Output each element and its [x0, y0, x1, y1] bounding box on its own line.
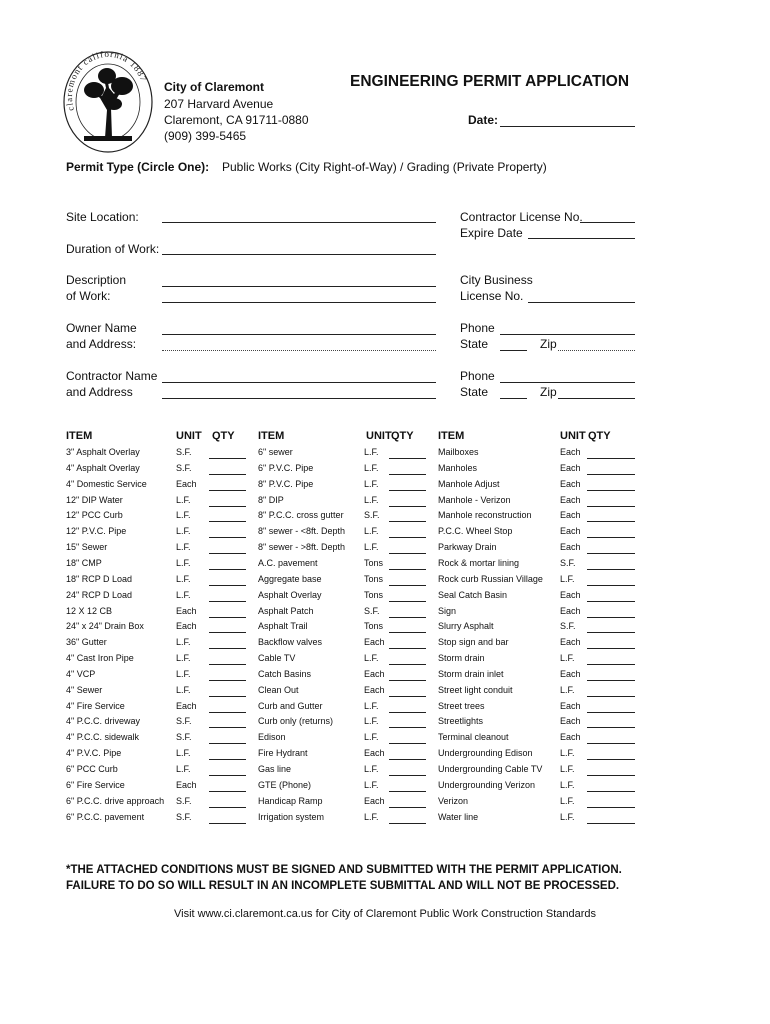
qty-field[interactable] [389, 759, 426, 760]
item-unit: Tons [364, 621, 384, 632]
item-name: Handicap Ramp [258, 795, 323, 806]
item-unit: Each [560, 589, 581, 600]
item-unit: Each [176, 621, 197, 632]
contractor-label-2: and Address [66, 385, 133, 399]
table-row [0, 574, 770, 590]
duration-label: Duration of Work: [66, 242, 160, 256]
qty-field[interactable] [389, 553, 426, 554]
qty-field[interactable] [389, 537, 426, 538]
item-name: 8" sewer - <8ft. Depth [258, 526, 345, 537]
item-name: P.C.C. Wheel Stop [438, 526, 513, 537]
contractor-state-label: State [460, 385, 489, 399]
qty-field[interactable] [587, 823, 635, 824]
col2-unit-header: UNIT [366, 430, 392, 442]
item-name: GTE (Phone) [258, 779, 312, 790]
city-business-label-2: License No. [460, 289, 524, 303]
city-address-line2: Claremont, CA 91711-0880 [164, 113, 309, 127]
qty-field[interactable] [209, 712, 246, 713]
item-unit: Each [560, 478, 581, 489]
table-row [0, 526, 770, 542]
qty-field[interactable] [587, 553, 635, 554]
item-name: 15" Sewer [66, 542, 108, 553]
qty-field[interactable] [389, 807, 426, 808]
qty-field[interactable] [587, 648, 635, 649]
qty-field[interactable] [587, 458, 635, 459]
item-unit: Each [560, 494, 581, 505]
item-name: 24" x 24" Drain Box [66, 621, 144, 632]
item-name: Asphalt Overlay [258, 589, 322, 600]
qty-field[interactable] [209, 506, 246, 507]
item-unit: Each [560, 716, 581, 727]
item-unit: S.F. [176, 732, 192, 743]
qty-field[interactable] [587, 791, 635, 792]
item-unit: L.F. [560, 684, 575, 695]
qty-field[interactable] [389, 601, 426, 602]
item-name: Seal Catch Basin [438, 589, 508, 600]
qty-field[interactable] [587, 759, 635, 760]
item-unit: Each [560, 668, 581, 679]
item-name: Mailboxes [438, 447, 479, 457]
qty-field[interactable] [587, 537, 635, 538]
contractor-zip-field[interactable] [558, 398, 635, 399]
qty-field[interactable] [587, 680, 635, 681]
item-unit: Each [176, 605, 197, 616]
item-unit: L.F. [364, 716, 379, 727]
contractor-label-1: Contractor Name [66, 369, 158, 383]
item-unit: Each [176, 700, 197, 711]
qty-field[interactable] [389, 617, 426, 618]
owner-state-field[interactable] [500, 350, 527, 351]
item-name: 18" RCP D Load [66, 573, 133, 584]
item-unit: S.F. [560, 621, 576, 632]
item-unit: L.F. [364, 478, 379, 489]
item-unit: L.F. [364, 526, 379, 537]
item-name: Undergrounding Edison [438, 748, 533, 759]
table-row [0, 669, 770, 685]
table-row [0, 796, 770, 812]
qty-field[interactable] [209, 537, 246, 538]
item-unit: L.F. [560, 573, 575, 584]
item-unit: Each [560, 526, 581, 537]
item-name: Gas line [258, 764, 292, 774]
table-row [0, 748, 770, 764]
item-unit: Each [364, 637, 385, 648]
item-name: 24" RCP D Load [66, 589, 133, 600]
qty-field[interactable] [389, 791, 426, 792]
contractor-zip-label: Zip [540, 385, 557, 399]
item-unit: Each [560, 700, 581, 711]
qty-field[interactable] [209, 474, 246, 475]
item-name: 4" P.C.C. driveway [66, 716, 141, 727]
qty-field[interactable] [209, 458, 246, 459]
item-name: 4" P.V.C. Pipe [66, 748, 122, 759]
item-unit: S.F. [176, 811, 192, 822]
table-row [0, 653, 770, 669]
item-unit: L.F. [176, 653, 191, 664]
item-unit: Each [560, 447, 581, 457]
item-name: A.C. pavement [258, 557, 318, 568]
item-unit: Each [560, 542, 581, 553]
owner-zip-field[interactable] [558, 350, 635, 351]
qty-field[interactable] [587, 601, 635, 602]
item-name: Aggregate base [258, 573, 322, 584]
item-unit: L.F. [560, 764, 575, 774]
item-unit: Each [560, 462, 581, 473]
item-name: 4" VCP [66, 668, 96, 679]
item-unit: L.F. [560, 795, 575, 806]
item-unit: S.F. [176, 716, 192, 727]
item-name: Sign [438, 605, 457, 616]
col3-unit-header: UNIT [560, 430, 586, 442]
owner-phone-label: Phone [460, 321, 495, 335]
table-row [0, 780, 770, 796]
qty-field[interactable] [209, 490, 246, 491]
item-unit: Each [364, 684, 385, 695]
item-name: Storm drain inlet [438, 668, 504, 679]
item-name: 12" DIP Water [66, 494, 123, 505]
item-unit: Tons [364, 589, 384, 600]
table-row [0, 606, 770, 622]
item-unit: Each [176, 478, 197, 489]
qty-field[interactable] [587, 521, 635, 522]
table-row [0, 764, 770, 780]
item-name: 36" Gutter [66, 637, 107, 648]
owner-phone-field[interactable] [500, 334, 635, 335]
item-unit: L.F. [176, 684, 191, 695]
qty-field[interactable] [587, 490, 635, 491]
table-row [0, 637, 770, 653]
duration-field[interactable] [162, 254, 436, 255]
item-unit: L.F. [364, 764, 379, 774]
qty-field[interactable] [587, 712, 635, 713]
license-no-label: Contractor License No. [460, 210, 583, 224]
item-unit: S.F. [364, 605, 380, 616]
item-name: 6" P.C.C. drive approach [66, 795, 165, 806]
item-unit: S.F. [176, 462, 192, 473]
svg-text:claremont california 1887: claremont california 1887 [63, 48, 150, 113]
form-title: ENGINEERING PERMIT APPLICATION [350, 73, 630, 90]
item-name: 4" Asphalt Overlay [66, 462, 140, 473]
item-unit: L.F. [176, 542, 191, 553]
item-name: Asphalt Patch [258, 605, 314, 616]
item-name: Fire Hydrant [258, 748, 308, 759]
expire-date-field[interactable] [528, 238, 635, 239]
col1-unit-header: UNIT [176, 430, 202, 442]
item-unit: Each [364, 795, 385, 806]
qty-field[interactable] [209, 521, 246, 522]
qty-field[interactable] [209, 617, 246, 618]
item-unit: L.F. [176, 668, 191, 679]
item-unit: S.F. [364, 510, 380, 521]
contractor-phone-label: Phone [460, 369, 495, 383]
item-unit: L.F. [364, 462, 379, 473]
col3-qty-header: QTY [588, 430, 611, 442]
qty-field[interactable] [587, 696, 635, 697]
item-name: Terminal cleanout [438, 732, 509, 743]
qty-field[interactable] [389, 585, 426, 586]
item-name: 6" sewer [258, 447, 293, 457]
qty-field[interactable] [389, 743, 426, 744]
qty-field[interactable] [389, 775, 426, 776]
qty-field[interactable] [209, 632, 246, 633]
item-name: 8" DIP [258, 494, 284, 505]
item-name: Manholes [438, 462, 478, 473]
item-name: 18" CMP [66, 557, 102, 568]
item-unit: L.F. [364, 542, 379, 553]
item-unit: Each [560, 510, 581, 521]
table-row [0, 621, 770, 637]
item-unit: S.F. [176, 795, 192, 806]
item-unit: L.F. [176, 494, 191, 505]
item-unit: L.F. [176, 589, 191, 600]
col2-qty-header: QTY [391, 430, 414, 442]
col3-item-header: ITEM [438, 430, 465, 442]
item-name: Catch Basins [258, 668, 312, 679]
item-name: Slurry Asphalt [438, 621, 494, 632]
table-row [0, 479, 770, 495]
col1-qty-header: QTY [212, 430, 235, 442]
qty-field[interactable] [209, 727, 246, 728]
item-unit: Tons [364, 573, 384, 584]
qty-field[interactable] [587, 617, 635, 618]
item-name: Edison [258, 732, 286, 743]
city-seal-logo [62, 48, 154, 154]
item-name: Storm drain [438, 653, 485, 664]
contractor-phone-field[interactable] [500, 382, 635, 383]
item-name: Rock & mortar lining [438, 557, 520, 568]
qty-field[interactable] [389, 521, 426, 522]
item-unit: L.F. [364, 494, 379, 505]
qty-field[interactable] [389, 569, 426, 570]
qty-field[interactable] [587, 775, 635, 776]
qty-field[interactable] [209, 807, 246, 808]
qty-field[interactable] [587, 474, 635, 475]
item-unit: Each [364, 668, 385, 679]
qty-field[interactable] [587, 807, 635, 808]
description-field-2[interactable] [162, 302, 436, 303]
table-row [0, 716, 770, 732]
qty-field[interactable] [587, 506, 635, 507]
item-name: 6" PCC Curb [66, 764, 118, 774]
item-name: 8" P.V.C. Pipe [258, 478, 314, 489]
item-name: 4" Domestic Service [66, 478, 147, 489]
item-name: Clean Out [258, 684, 299, 695]
qty-field[interactable] [209, 759, 246, 760]
item-unit: L.F. [560, 779, 575, 790]
item-name: Manhole - Verizon [438, 494, 511, 505]
item-unit: L.F. [364, 779, 379, 790]
description-label-2: of Work: [66, 289, 111, 303]
item-unit: L.F. [176, 748, 191, 759]
site-location-field[interactable] [162, 222, 436, 223]
col1-item-header: ITEM [66, 430, 93, 442]
item-name: Backflow valves [258, 637, 323, 648]
city-business-label-1: City Business [460, 273, 533, 287]
permit-type-label: Permit Type (Circle One): [66, 160, 210, 174]
qty-field[interactable] [389, 474, 426, 475]
item-unit: L.F. [560, 811, 575, 822]
item-name: 12 X 12 CB [66, 605, 113, 616]
table-row [0, 495, 770, 511]
item-unit: L.F. [176, 764, 191, 774]
item-name: 12" P.V.C. Pipe [66, 526, 127, 537]
col2-item-header: ITEM [258, 430, 285, 442]
item-name: Undergrounding Cable TV [438, 764, 543, 774]
city-name: City of Claremont [164, 80, 265, 94]
item-unit: Each [560, 732, 581, 743]
license-no-field[interactable] [580, 222, 635, 223]
owner-label-1: Owner Name [66, 321, 137, 335]
date-label: Date: [468, 113, 499, 127]
table-row [0, 701, 770, 717]
item-unit: Each [176, 779, 197, 790]
table-row [0, 447, 770, 463]
qty-field[interactable] [389, 680, 426, 681]
conditions-notice [66, 862, 622, 894]
contractor-field-2[interactable] [162, 398, 436, 399]
item-name: Streetlights [438, 716, 484, 727]
item-name: Undergrounding Verizon [438, 779, 536, 790]
qty-field[interactable] [209, 553, 246, 554]
date-field[interactable] [500, 126, 635, 127]
item-name: Manhole reconstruction [438, 510, 532, 521]
table-row [0, 732, 770, 748]
table-row [0, 558, 770, 574]
table-row [0, 542, 770, 558]
description-label-1: Description [66, 273, 127, 287]
city-address-line1: 207 Harvard Avenue [164, 97, 274, 111]
item-name: 6" P.C.C. pavement [66, 811, 145, 822]
item-unit: L.F. [364, 653, 379, 664]
expire-date-label: Expire Date [460, 226, 523, 240]
item-name: 4" P.C.C. sidewalk [66, 732, 140, 743]
item-unit: Each [560, 605, 581, 616]
item-unit: L.F. [364, 811, 379, 822]
conditions-line-2: FAILURE TO DO SO WILL RESULT IN AN INCOMPLETE SUBMITTAL AND WILL NOT BE PROCESSED. [66, 880, 620, 892]
item-unit: L.F. [364, 700, 379, 711]
item-name: Irrigation system [258, 811, 325, 822]
qty-field[interactable] [209, 585, 246, 586]
item-unit: Tons [364, 557, 384, 568]
contractor-field-1[interactable] [162, 382, 436, 383]
table-row [0, 812, 770, 828]
item-name: 8" sewer - >8ft. Depth [258, 542, 345, 553]
qty-field[interactable] [209, 743, 246, 744]
qty-field[interactable] [209, 601, 246, 602]
item-unit: Each [364, 748, 385, 759]
owner-field-2[interactable] [162, 350, 436, 351]
item-name: Verizon [438, 795, 469, 806]
qty-field[interactable] [389, 506, 426, 507]
qty-field[interactable] [389, 490, 426, 491]
item-unit: L.F. [176, 637, 191, 648]
qty-field[interactable] [209, 823, 246, 824]
qty-field[interactable] [587, 632, 635, 633]
qty-field[interactable] [389, 727, 426, 728]
item-name: Curb and Gutter [258, 700, 323, 711]
qty-field[interactable] [209, 648, 246, 649]
item-name: Street trees [438, 700, 485, 711]
item-unit: Each [560, 637, 581, 648]
item-name: Curb only (returns) [258, 716, 334, 727]
conditions-line-1: *THE ATTACHED CONDITIONS MUST BE SIGNED AND SUBMITTED WITH THE PERMIT APPLICATION. [66, 864, 622, 876]
qty-field[interactable] [587, 569, 635, 570]
visit-website-note: Visit www.ci.claremont.ca.us for City of Claremont Public Work Construction Standards [173, 908, 597, 920]
contractor-state-field[interactable] [500, 398, 527, 399]
qty-field[interactable] [209, 569, 246, 570]
site-location-label: Site Location: [66, 210, 139, 224]
item-name: 12" PCC Curb [66, 510, 123, 521]
item-name: 6" P.V.C. Pipe [258, 462, 314, 473]
item-name: Rock curb Russian Village [438, 573, 543, 584]
item-name: 3" Asphalt Overlay [66, 447, 140, 457]
qty-field[interactable] [389, 648, 426, 649]
permit-type-options[interactable]: Public Works (City Right-of-Way) / Grading (Private Property) [222, 160, 547, 174]
qty-field[interactable] [389, 664, 426, 665]
qty-field[interactable] [209, 696, 246, 697]
item-unit: L.F. [176, 510, 191, 521]
item-unit: L.F. [176, 573, 191, 584]
city-phone: (909) 399-5465 [164, 129, 247, 143]
owner-field-1[interactable] [162, 334, 436, 335]
qty-field[interactable] [389, 712, 426, 713]
item-name: Manhole Adjust [438, 478, 500, 489]
qty-field[interactable] [389, 458, 426, 459]
owner-label-2: and Address: [66, 337, 137, 351]
owner-zip-label: Zip [540, 337, 557, 351]
description-field-1[interactable] [162, 286, 436, 287]
item-unit: L.F. [364, 447, 379, 457]
item-unit: L.F. [560, 653, 575, 664]
item-name: 6" Fire Service [66, 779, 125, 790]
item-unit: S.F. [560, 557, 576, 568]
table-row [0, 510, 770, 526]
item-unit: L.F. [176, 526, 191, 537]
item-name: Parkway Drain [438, 542, 497, 553]
qty-field[interactable] [209, 791, 246, 792]
item-name: Stop sign and bar [438, 637, 509, 648]
city-business-field[interactable] [528, 302, 635, 303]
item-name: 4" Sewer [66, 684, 103, 695]
item-unit: L.F. [176, 557, 191, 568]
qty-field[interactable] [587, 743, 635, 744]
qty-field[interactable] [389, 823, 426, 824]
qty-field[interactable] [389, 696, 426, 697]
qty-field[interactable] [209, 775, 246, 776]
qty-field[interactable] [587, 664, 635, 665]
item-name: 4" Cast Iron Pipe [66, 653, 134, 664]
owner-state-label: State [460, 337, 489, 351]
qty-field[interactable] [389, 632, 426, 633]
item-unit: S.F. [176, 447, 192, 457]
table-row [0, 685, 770, 701]
qty-field[interactable] [587, 727, 635, 728]
item-unit: L.F. [364, 732, 379, 743]
item-name: Asphalt Trail [258, 621, 308, 632]
item-name: Cable TV [258, 653, 296, 664]
qty-field[interactable] [587, 585, 635, 586]
item-name: 4" Fire Service [66, 700, 125, 711]
table-row [0, 463, 770, 479]
item-name: 8" P.C.C. cross gutter [258, 510, 344, 521]
qty-field[interactable] [209, 680, 246, 681]
item-name: Street light conduit [438, 684, 513, 695]
qty-field[interactable] [209, 664, 246, 665]
item-unit: L.F. [560, 748, 575, 759]
table-row [0, 590, 770, 606]
item-name: Water line [438, 811, 479, 822]
